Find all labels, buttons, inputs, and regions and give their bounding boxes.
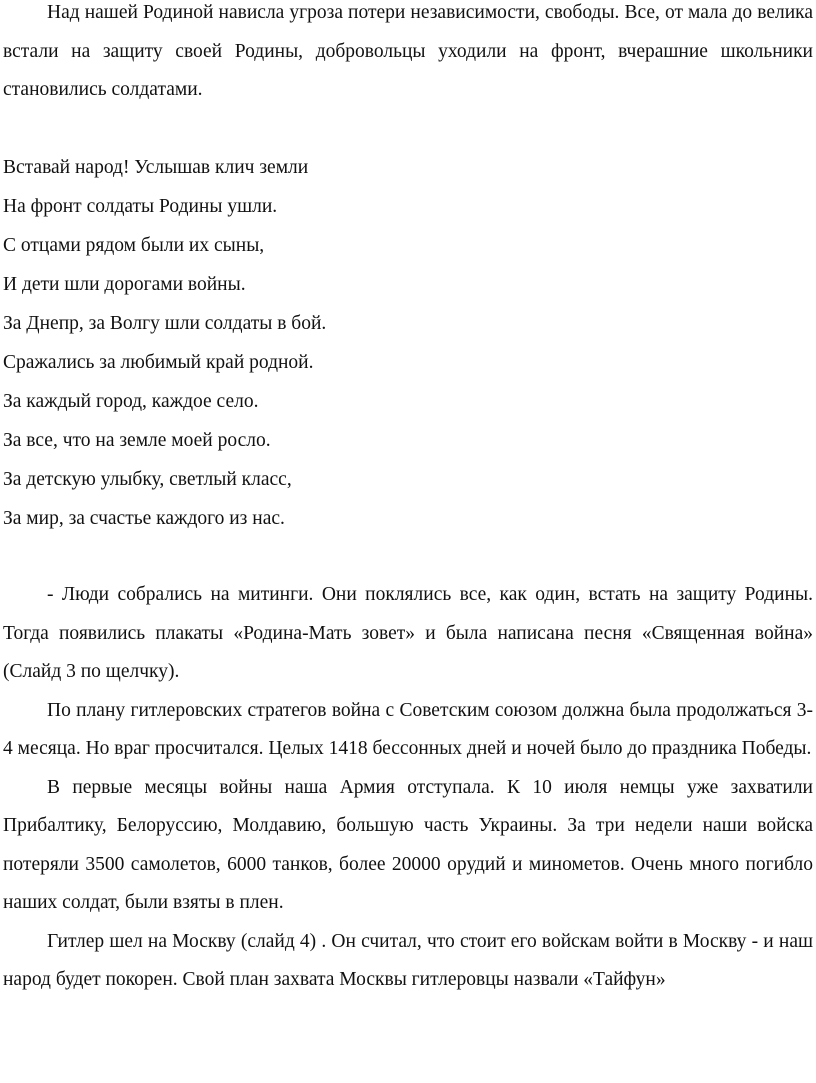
intro-block [3, 0, 813, 110]
paragraph-plan: По плану гитлеровских стратегов война с Советским союзом должна была продолжаться 3-4 месяца. Но враг просчитался. Целых 1418 бессонных дней и ночей было до праздника Победы. [3, 699, 813, 759]
poem-line: За все, что на земле моей росло. [3, 430, 271, 451]
paragraph-moscow: Гитлер шел на Москву (слайд 4) . Он считал, что стоит его войскам войти в Москву - и наш народ будет покорен. Свой план захвата Москвы гитлеровцы назвали «Тайфун» [3, 930, 813, 990]
poem-line: За мир, за счастье каждого из нас. [3, 508, 285, 529]
paragraph-rally: - Люди собрались на митинги. Они поклялись все, как один, встать на защиту Родины. Тогда появились плакаты «Родина-Мать зовет» и была написана песня «Священная война» (Слайд 3 по щелчку). [3, 584, 813, 682]
poem-line: Сражались за любимый край родной. [3, 352, 314, 373]
poem-line: За детскую улыбку, светлый класс, [3, 469, 292, 490]
poem-line: Вставай народ! Услышав клич земли [3, 157, 309, 178]
poem-line: С отцами рядом были их сыны, [3, 235, 265, 256]
poem-line: За Днепр, за Волгу шли солдаты в бой. [3, 313, 327, 334]
body-block [3, 576, 813, 1000]
poem-line: И дети шли дорогами войны. [3, 274, 246, 295]
poem-line: За каждый город, каждое село. [3, 391, 259, 412]
paragraph-retreat: В первые месяцы войны наша Армия отступала. К 10 июля немцы уже захватили Прибалтику, Белоруссию, Молдавию, большую часть Украины. За три недели наши войска потеряли 3500 самолетов, 6000 танков, более 20000 орудий и минометов. Очень много погибло наших солдат, были взяты в плен. [3, 776, 813, 913]
poem-block [3, 148, 813, 538]
intro-paragraph: Над нашей Родиной нависла угроза потери независимости, свободы. Все, от мала до велика встали на защиту своей Родины, добровольцы уходили на фронт, вчерашние школьники становились солдатами. [3, 2, 813, 100]
poem-line: На фронт солдаты Родины ушли. [3, 196, 278, 217]
